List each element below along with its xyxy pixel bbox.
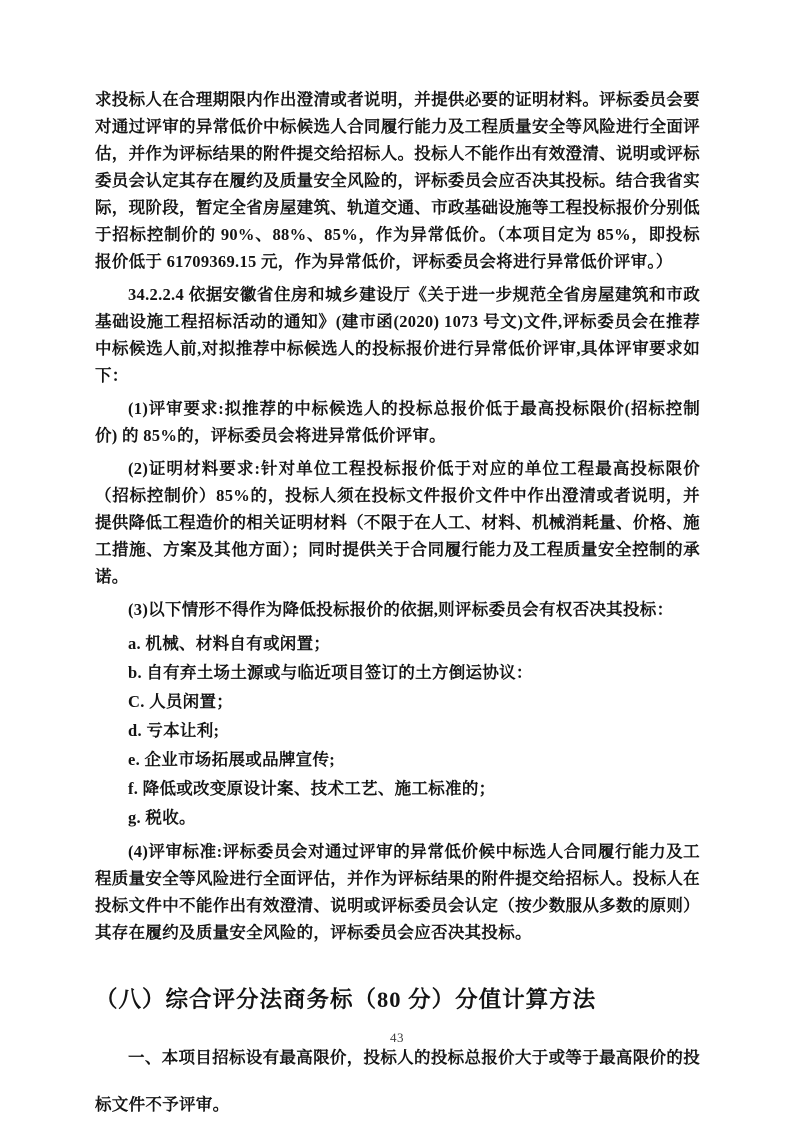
paragraph-clause-34-2-2-4: 34.2.2.4 依据安徽省住房和城乡建设厅《关于进一步规范全省房屋建筑和市政基础设施工程招标活动的通知》(建市函(2020) 1073 号文)文件,评标委员会在推荐中标候选人前,对拟推荐中标候选人的投标报价进行异常低价评审,具体评审要求如下： [95, 285, 700, 385]
page-number: 43 [390, 1030, 404, 1045]
paragraph-disallowed-basis-intro: (3)以下情形不得作为降低投标报价的依据,则评标委员会有权否决其投标： [128, 600, 674, 619]
list-item-a: a. 机械、材料自有或闲置； [128, 634, 331, 653]
list-item-d: d. 亏本让利; [128, 721, 220, 740]
list-item-c: C. 人员闲置； [128, 692, 234, 711]
list-item-e: e. 企业市场拓展或品牌宣传; [128, 750, 336, 769]
disallowed-basis-list [95, 629, 700, 832]
list-item-f: f. 降低或改变原设计案、技术工艺、施工标准的； [128, 779, 496, 798]
list-item-g: g. 税收。 [128, 808, 196, 827]
paragraph-review-standard: (4)评审标准:评标委员会对通过评审的异常低价候中标选人合同履行能力及工程质量安全等风险进行全面评估，并作为评标结果的附件提交给招标人。投标人在投标文件中不能作出有效澄清、说明或评标委员会认定（按少数服从多数的原则）其存在履约及质量安全风险的，评标委员会应否决其投标。 [95, 842, 700, 942]
paragraph-clarification-continuation: 求投标人在合理期限内作出澄清或者说明，并提供必要的证明材料。评标委员会要对通过评审的异常低价中标候选人合同履行能力及工程质量安全等风险进行全面评估，并作为评标结果的附件提交给招标人。投标人不能作出有效澄清、说明或评标委员会认定其存在履约及质量安全风险的，评标委员会应否决其投标。结合我省实际，现阶段，暂定全省房屋建筑、轨道交通、市政基础设施等工程投标报价分别低于招标控制价的 90%、88%、85%，作为异常低价。（本项目定为 85%，即投标报价低于 61709369.15 元，作为异常低价，评标委员会将进行异常低价评审。） [95, 90, 700, 271]
paragraph-proof-material-requirement: (2)证明材料要求:针对单位工程投标报价低于对应的单位工程最高投标限价（招标控制价）85%的，投标人须在投标文件报价文件中作出澄清或者说明，并提供降低工程造价的相关证明材料（不限于在人工、材料、机械消耗量、价格、施工措施、方案及其他方面）；同时提供关于合同履行能力及工程质量安全控制的承诺。 [95, 459, 700, 586]
paragraph-review-requirement: (1)评审要求:拟推荐的中标候选人的投标总报价低于最高投标限价(招标控制价) 的 85%的，评标委员会将进异常低价评审。 [95, 399, 700, 445]
paragraph-max-price-rule: 一、本项目招标设有最高限价，投标人的投标总报价大于或等于最高限价的投标文件不予评审。 [95, 1048, 700, 1114]
list-item-b: b. 自有弃土场土源或与临近项目签订的土方倒运协议： [128, 663, 533, 682]
section-heading-business-score: （八）综合评分法商务标（80 分）分值计算方法 [95, 987, 597, 1012]
